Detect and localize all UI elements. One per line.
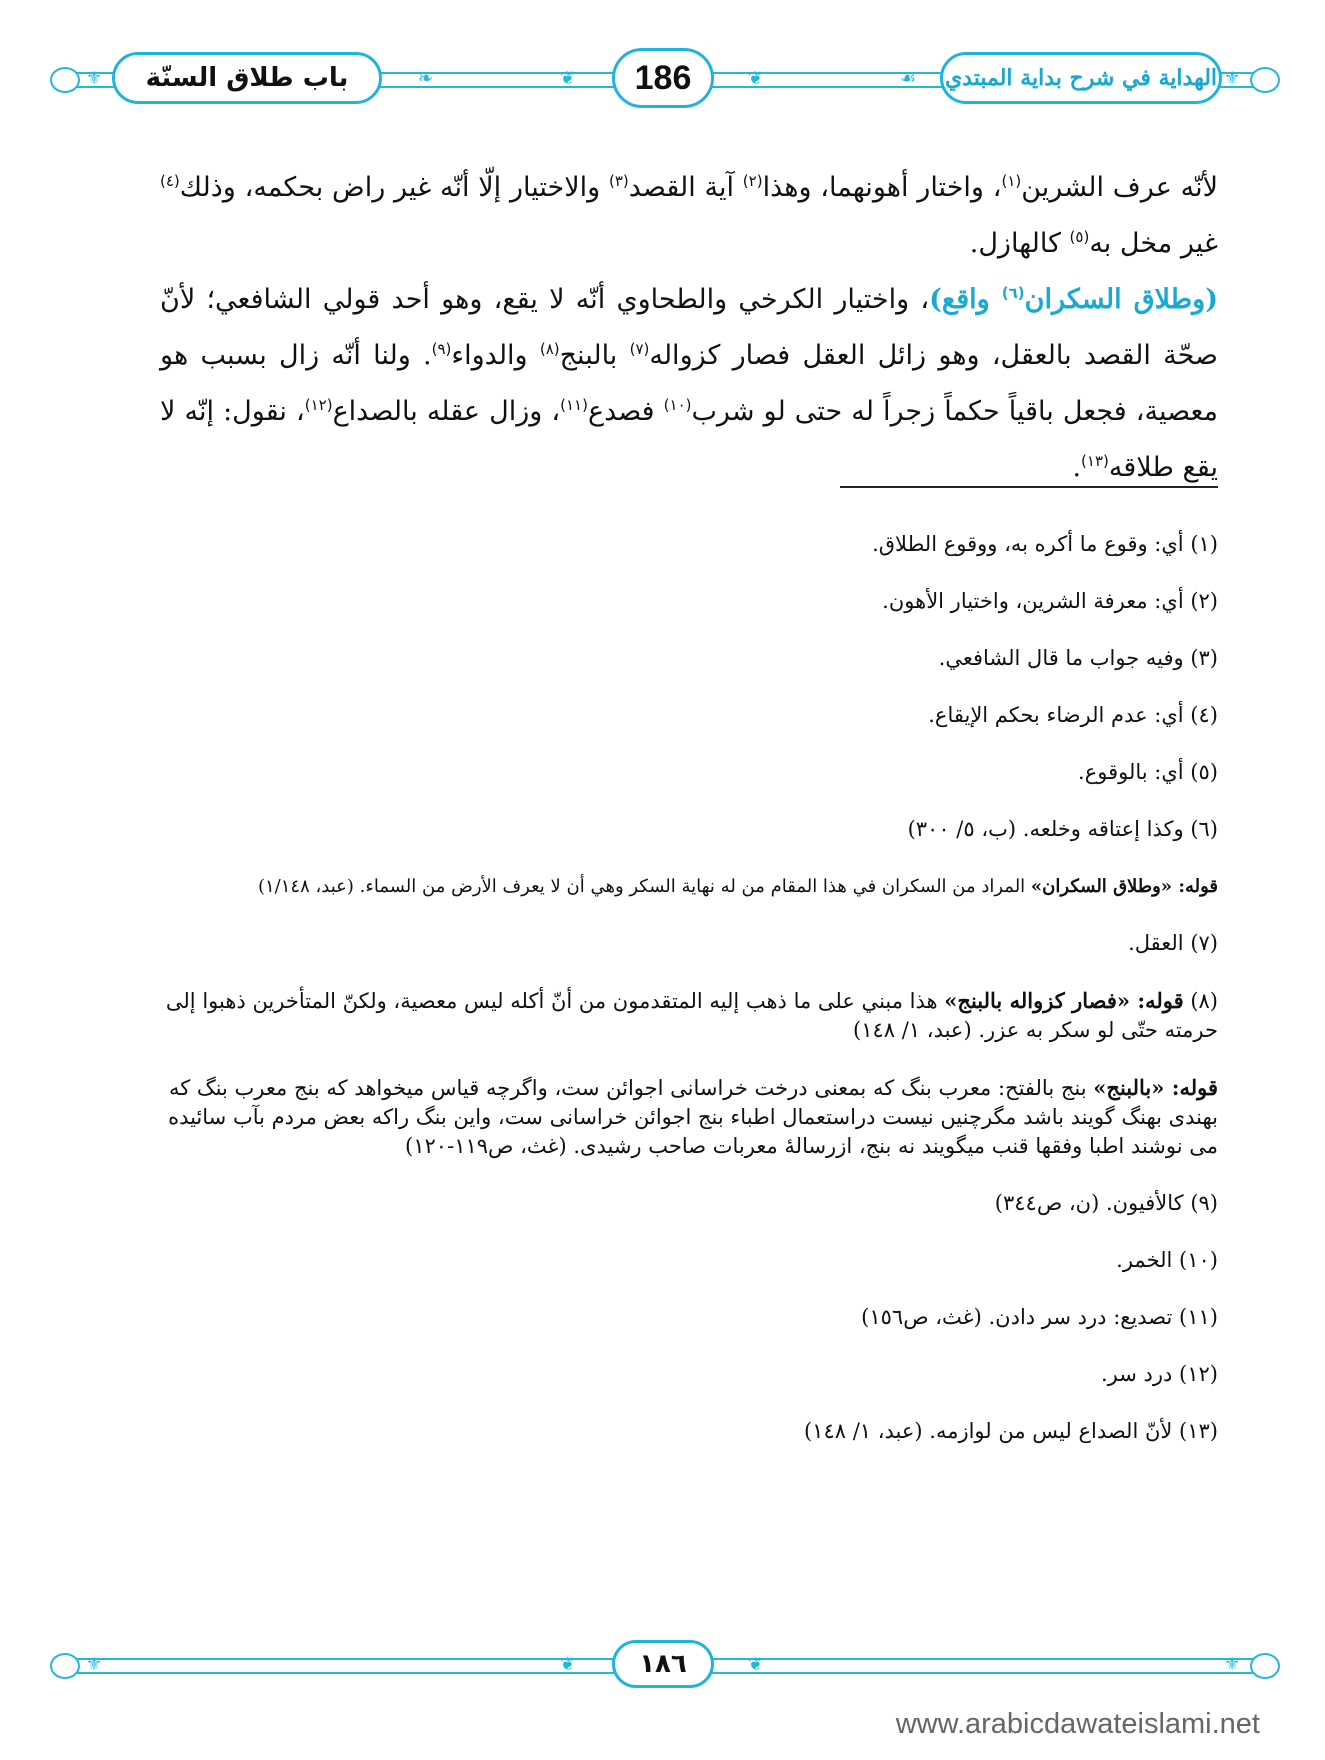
header-ornament-center-left: ❦ [560,68,576,89]
text-run: ، واختار أهونهما، وهذا [762,172,1002,203]
header-ornament-left: ⚜ [86,68,103,89]
footnote-12: (١٢) درد سر. [1100,1362,1218,1386]
text-run: بالبنج [559,340,630,371]
header-ornament-center-right: ❦ [748,68,764,89]
footnote-7: (٧) العقل. [1128,931,1218,955]
footnote-ref-11[interactable]: (١١) [560,396,588,414]
header-ornament-mid-left: ❧ [418,68,434,89]
footer-ornament-left: ⚜ [86,1654,103,1675]
footnote-ref-4[interactable]: (٤) [160,172,180,190]
text-run: ، نقول: إنّه لا يقع طلاقه [160,396,1218,483]
footnote-ref-2[interactable]: (٢) [742,172,763,190]
footer-ornament-center-right: ❦ [748,1654,764,1675]
footnote-ref-8[interactable]: (٨) [539,340,560,358]
gloss-text: هذا مبني على ما ذهب إليه المتقدمون من أنّ أكله ليس معصية، ولكنّ المتأخرين ذهبوا إلى حرمته حتّى لو سكر به عزر. (عبد، ١/ ١٤٨) [165,989,1218,1042]
gloss-banj [150,1059,1218,1175]
gloss-label: قوله: «فصار كزواله بالبنج» [944,988,1184,1013]
text-run: . [1072,452,1082,483]
page-number: 186 [612,48,714,108]
header-cap-right [1250,67,1280,93]
footnote-ref-10[interactable]: (١٠) [663,396,692,414]
website-link[interactable]: www.arabicdawateislami.net [895,1708,1260,1740]
footnote-ref-6[interactable]: (٦) [1001,284,1025,302]
footnote-4: (٤) أي: عدم الرضاء بحكم الإيقاع. [928,703,1218,727]
footnote-ref-12[interactable]: (١٢) [304,396,333,414]
book-title: الهداية في شرح بداية المبتدي [940,52,1222,104]
footer-page-number: ١٨٦ [612,1640,714,1688]
footnote-11: (١١) تصديع: درد سر دادن. (غث، ص١٥٦) [861,1305,1218,1329]
gloss-sakran [150,858,1218,915]
footnote-6: (٦) وكذا إعتاقه وخلعه. (ب، ٥/ ٣٠٠) [907,817,1218,841]
paragraph-2 [160,272,1218,496]
footer-cap-left [50,1653,80,1679]
text-run: . ولنا أنّه زال بسبب هو معصية، فجعل باقياً حكماً زجراً له حتى لو شرب [160,340,1219,427]
text-run: والدواء [451,340,540,371]
matn-highlight: واقع) [929,284,1002,315]
text-run: والاختيار إلّا أنّه غير راض بحكمه، وذلك [179,172,609,203]
footnote-2: (٢) أي: معرفة الشرين، واختيار الأهون. [882,589,1218,613]
footer-ornament-right: ⚜ [1224,1654,1241,1675]
matn-highlight: (وطلاق السكران [1024,284,1218,315]
text-run: فصدع [587,396,664,427]
footnote-10: (١٠) الخمر. [1116,1248,1218,1272]
gloss-text: بنج بالفتح: معرب بنگ كه بمعنى درخت خراسانى اجوائن ست، واگرچه قياس ميخواهد كه بنج معرب بنگ كه بهندى بهنگ گويند باشد مگرچنيں نيست دراستعمال اطباء بنج اجوائن خراسانى ست، واين بنگ راكه بعض مردم بآب سائيده مى نوشند اطبا وفقها قنب ميگويند نه بنج، ازرسالهٔ معربات صاحب رشيدى. (غث، ص١١٩-١٢٠) [168,1076,1218,1158]
footnote-ref-13[interactable]: (١٣) [1081,452,1109,470]
footnote-3: (٣) وفيه جواب ما قال الشافعي. [938,646,1218,670]
footnote-ref-3[interactable]: (٣) [608,172,629,190]
footnote-ref-9[interactable]: (٩) [431,340,452,358]
gloss-label: قوله: «وطلاق السكران» [1030,876,1218,897]
text-run: لأنّه عرف الشرين [1021,172,1218,203]
paragraph-1 [160,160,1218,272]
footnote-9: (٩) كالأفيون. (ن، ص٣٤٤) [994,1191,1218,1215]
text-run: ، واختيار الكرخي والطحاوي أنّه لا يقع، وهو أحد قولي الشافعي؛ لأنّ صحّة القصد بالعقل، وهو زائل العقل فصار كزواله [160,284,1218,371]
text-run: كالهازل. [969,228,1070,259]
footnote-8 [150,972,1218,1059]
header-cap-left [50,67,80,93]
header-ornament-mid-right: ☙ [900,68,917,89]
chapter-title: باب طلاق السنّة [112,52,382,104]
main-text [160,160,1218,496]
text-run: ، وزال عقله بالصداع [332,396,561,427]
footnote-number: (٨) [1183,989,1218,1013]
footnote-ref-7[interactable]: (٧) [629,340,650,358]
text-run: غير مخل به [1089,228,1218,259]
footer-ornament-center-left: ❦ [560,1654,576,1675]
footnote-13: (١٣) لأنّ الصداع ليس من لوازمه. (عبد، ١/ ١٤٨) [803,1419,1218,1443]
gloss-text: المراد من السكران في هذا المقام من له نهاية السكر وهي أن لا يعرف الأرض من السماء. (عبد، ١/١٤٨) [257,876,1031,897]
footnote-ref-5[interactable]: (٥) [1069,228,1090,246]
footnotes [150,516,1218,1460]
footnote-1: (١) أي: وقوع ما أكره به، ووقوع الطلاق. [872,532,1218,556]
text-run: آية القصد [628,172,743,203]
footnote-5: (٥) أي: بالوقوع. [1078,760,1218,784]
footnote-ref-1[interactable]: (١) [1001,172,1022,190]
gloss-label: قوله: «بالبنج» [1093,1075,1218,1100]
header-ornament-right: ⚜ [1224,68,1241,89]
footnote-separator [840,486,1218,488]
footer-cap-right [1250,1653,1280,1679]
